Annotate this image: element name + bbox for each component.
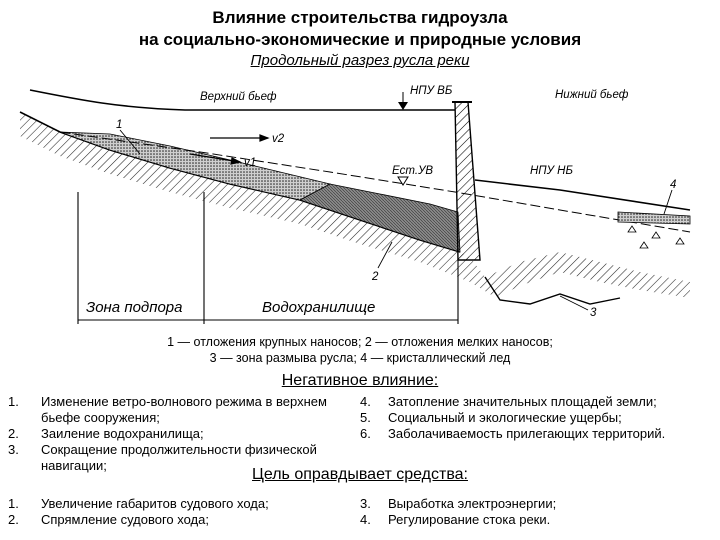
legend-line-2: 3 — зона размыва русла; 4 — кристаллический лед xyxy=(209,351,511,365)
callout-1: 1 xyxy=(116,119,123,131)
callout-4: 4 xyxy=(670,179,677,191)
list-item: 6. Заболачиваемость прилегающих территорий. xyxy=(360,426,666,441)
list-item: 1. Изменение ветро-волнового режима в верхнем бьефе сооружения; xyxy=(8,394,327,425)
positive-list-right xyxy=(360,496,715,528)
callout-3: 3 xyxy=(590,307,597,319)
npu-nb-label: НПУ НБ xyxy=(530,165,573,177)
v2-label: v2 xyxy=(272,133,285,145)
list-item: 2. Спрямление судового хода; xyxy=(8,512,209,527)
list-item: 3. Сокращение продолжительности физической навигации; xyxy=(8,442,317,473)
positive-heading: Цель оправдывает средства: xyxy=(252,466,468,483)
upper-pool-label: Верхний бьеф xyxy=(200,91,277,103)
page-title-line-2: на социально-экономические и природные условия xyxy=(138,30,582,49)
lower-pool-level xyxy=(475,180,690,210)
page-title-line-1: Влияние строительства гидроузла xyxy=(212,8,508,27)
callout-2: 2 xyxy=(372,271,379,283)
negative-list-left xyxy=(8,394,353,474)
zone-backwater-label: Зона подпора xyxy=(86,299,183,316)
v1-label: v1 xyxy=(244,157,257,169)
list-item: 2. Заиление водохранилища; xyxy=(8,426,204,441)
npu-marker-icon xyxy=(398,102,408,110)
ice-deposit xyxy=(618,212,690,224)
legend-line-1: 1 — отложения крупных наносов; 2 — отложения мелких наносов; xyxy=(167,335,553,349)
lower-pool-label: Нижний бьеф xyxy=(555,89,629,101)
positive-list-left xyxy=(8,496,353,528)
river-profile-diagram xyxy=(0,72,720,328)
list-item: 3. Выработка электроэнергии; xyxy=(360,496,557,511)
diagram-subtitle: Продольный разрез русла реки xyxy=(250,52,470,69)
negative-heading: Негативное влияние: xyxy=(281,372,439,389)
list-item: 1. Увеличение габаритов судового хода; xyxy=(8,496,269,511)
negative-list-right xyxy=(360,394,715,442)
list-item: 5. Социальный и экологические ущербы; xyxy=(360,410,622,425)
list-item: 4. Затопление значительных площадей земли; xyxy=(360,394,657,409)
zone-reservoir-label: Водохранилище xyxy=(262,299,376,316)
list-item: 4. Регулирование стока реки. xyxy=(360,512,551,527)
dam xyxy=(455,102,480,260)
est-uv-label: Ест.УВ xyxy=(392,165,434,177)
npu-vb-label: НПУ ВБ xyxy=(410,85,453,97)
